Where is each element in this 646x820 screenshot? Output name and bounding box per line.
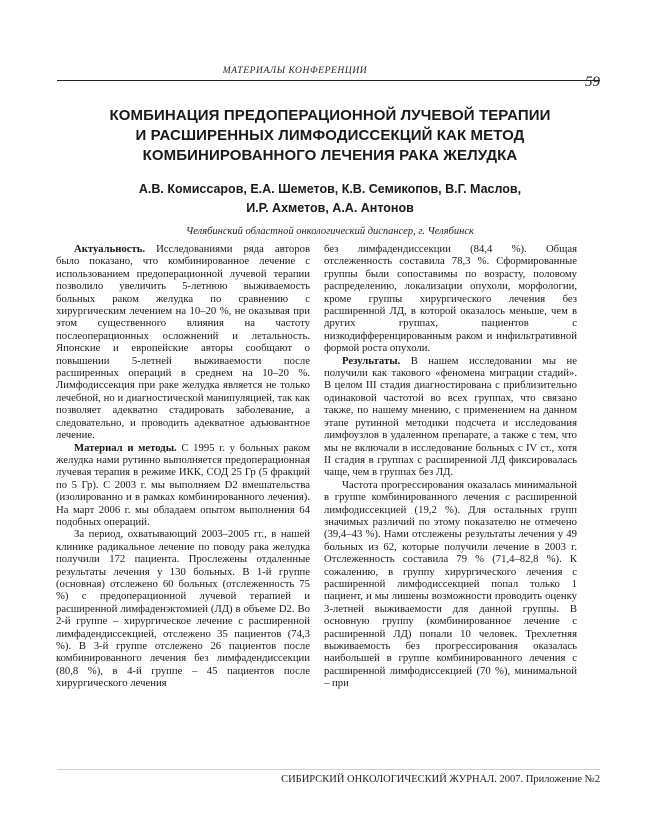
right-column: [324, 243, 577, 765]
affiliation: Челябинский областной онкологический диспансер, г. Челябинск: [186, 226, 474, 237]
paragraph-methods: [56, 442, 310, 529]
page-number: 59: [585, 74, 600, 90]
running-head: МАТЕРИАЛЫ КОНФЕРЕНЦИИ: [222, 66, 368, 76]
title-line: И РАСШИРЕННЫХ ЛИМФОДИССЕКЦИЙ КАК МЕТОД: [135, 127, 525, 144]
footer-rule: [57, 769, 600, 770]
article-title: [40, 106, 620, 166]
authors: [40, 180, 620, 218]
paragraph-results: [324, 355, 577, 479]
section-lead-results: Результаты.: [342, 354, 401, 367]
journal-footer: СИБИРСКИЙ ОНКОЛОГИЧЕСКИЙ ЖУРНАЛ. 2007. Приложение №2: [281, 774, 600, 785]
paragraph-period: За период, охватывающий 2003–2005 гг., в нашей клинике радикальное лечение по поводу рака желудка получили 172 пациента. Прослежены отдаленные результаты лечения у 130 больных. В 1-й группе (основная) отслежено 60 больных (отслеженность 75 %) с предоперационной лучевой терапией и расширенной лимфаденэктомией (ЛД) в объеме D2. Во 2-й группе – хирургическое лечение с расширенной лимфадендиссекцией, отслежено 35 пациентов (74,3 %). В 3-й группе отслежено 26 пациентов после комбинированного лечения без лимфадендиссекции (80,8 %), в 4-й группе – 45 пациентов после хирургического лечения: [56, 528, 310, 690]
authors-line: И.Р. Ахметов, А.А. Антонов: [246, 201, 414, 215]
section-lead-methods: Материал и методы.: [74, 441, 177, 454]
authors-line: А.В. Комиссаров, Е.А. Шеметов, К.В. Семикопов, В.Г. Маслов,: [138, 182, 522, 196]
paragraph-relevance: [56, 243, 310, 442]
title-line: КОМБИНИРОВАННОГО ЛЕЧЕНИЯ РАКА ЖЕЛУДКА: [142, 147, 518, 164]
paragraph-text: В нашем исследовании мы не получили как такового «феномена миграции стадий». В целом III стадия диагностирована с приблизительно одинаковой частотой во всех группах, что связано также, по нашему мнению, с применением на данном этапе рутинной методики подсчета и исследования лимфоузлов в удаленном препарате, а также с тем, что мы не включали в исследование больных с IV ст., хотя II стадия в группах с расширенной ЛД фиксировалась чаще, чем в группах без ЛД.: [324, 354, 577, 479]
paragraph-text: Исследованиями ряда авторов было показано, что комбинированное лечение с использованием предоперационной лучевой терапии позволило увеличить 5-летнюю выживаемость больных раком желудка по сравнению с хирургическим лечением на 10–20 %, не оказывая при этом существенного влияния на частоту послеоперационных осложнений и летальность. Японские и европейские авторы сообщают о повышении 5-летней выживаемости после расширенных операций в среднем на 10–20 %. Лимфодиссекция при раке желудка является не только лечебной, но и диагностической манипуляцией, так как позволяет адекватно стадировать заболевание, а следовательно, и проводить адекватное адъювантное лечение.: [56, 243, 310, 442]
left-column: [56, 243, 310, 765]
title-line: КОМБИНАЦИЯ ПРЕДОПЕРАЦИОННОЙ ЛУЧЕВОЙ ТЕРАПИИ: [109, 107, 551, 124]
paragraph-text: С 1995 г. у больных раком желудка нами рутинно выполняется предоперационная лучевая терапия в режиме ИКК, СОД 25 Гр (5 фракций по 5 Гр). С 2003 г. мы выполняем D2 вмешательства (изолированно и в рамках комбинированного лечения). На март 2006 г. мы обладаем опытом выполнения 64 подобных операций.: [56, 441, 310, 528]
paragraph-progression: Частота прогрессирования оказалась минимальной в группе комбинированного лечения с расширенной лимфодиссекцией (19,2 %). Для остальных групп значимых различий по этому показателю не отмечено (39,4–43 %). Нами отслежены результаты лечения у 49 больных из 62, которые получили лечение в 2003 г. Отслеженность составила 79 % (71,4–82,8 %). К сожалению, в группу хирургического лечения с расширенной лимфодиссекцией попал только 1 пациент, и мы лишены возможности проводить оценку 3-летней выживаемости для данной группы. В основную группу (комбинированное лечение с расширенной ЛД) попали 10 человек. Трехлетняя выживаемость без прогрессирования оказалась наибольшей в группе комбинированного лечения с расширенной лимфодиссекцией (70 %), минимальной – при: [324, 478, 577, 690]
paragraph-period-continued: без лимфадендиссекции (84,4 %). Общая отслеженность составила 78,3 %. Сформированные группы были сопоставимы по возрасту, половому распределению, локализации опухоли, морфологии, кроме группы хирургического лечения без расширенной ЛД, в которой оказалось меньше, чем в других группах, пациентов с низкодифференцированным раком и инфильтративной формой роста опухоли.: [324, 243, 577, 355]
header-rule: [57, 80, 600, 81]
section-lead-relevance: Актуальность.: [74, 243, 146, 255]
